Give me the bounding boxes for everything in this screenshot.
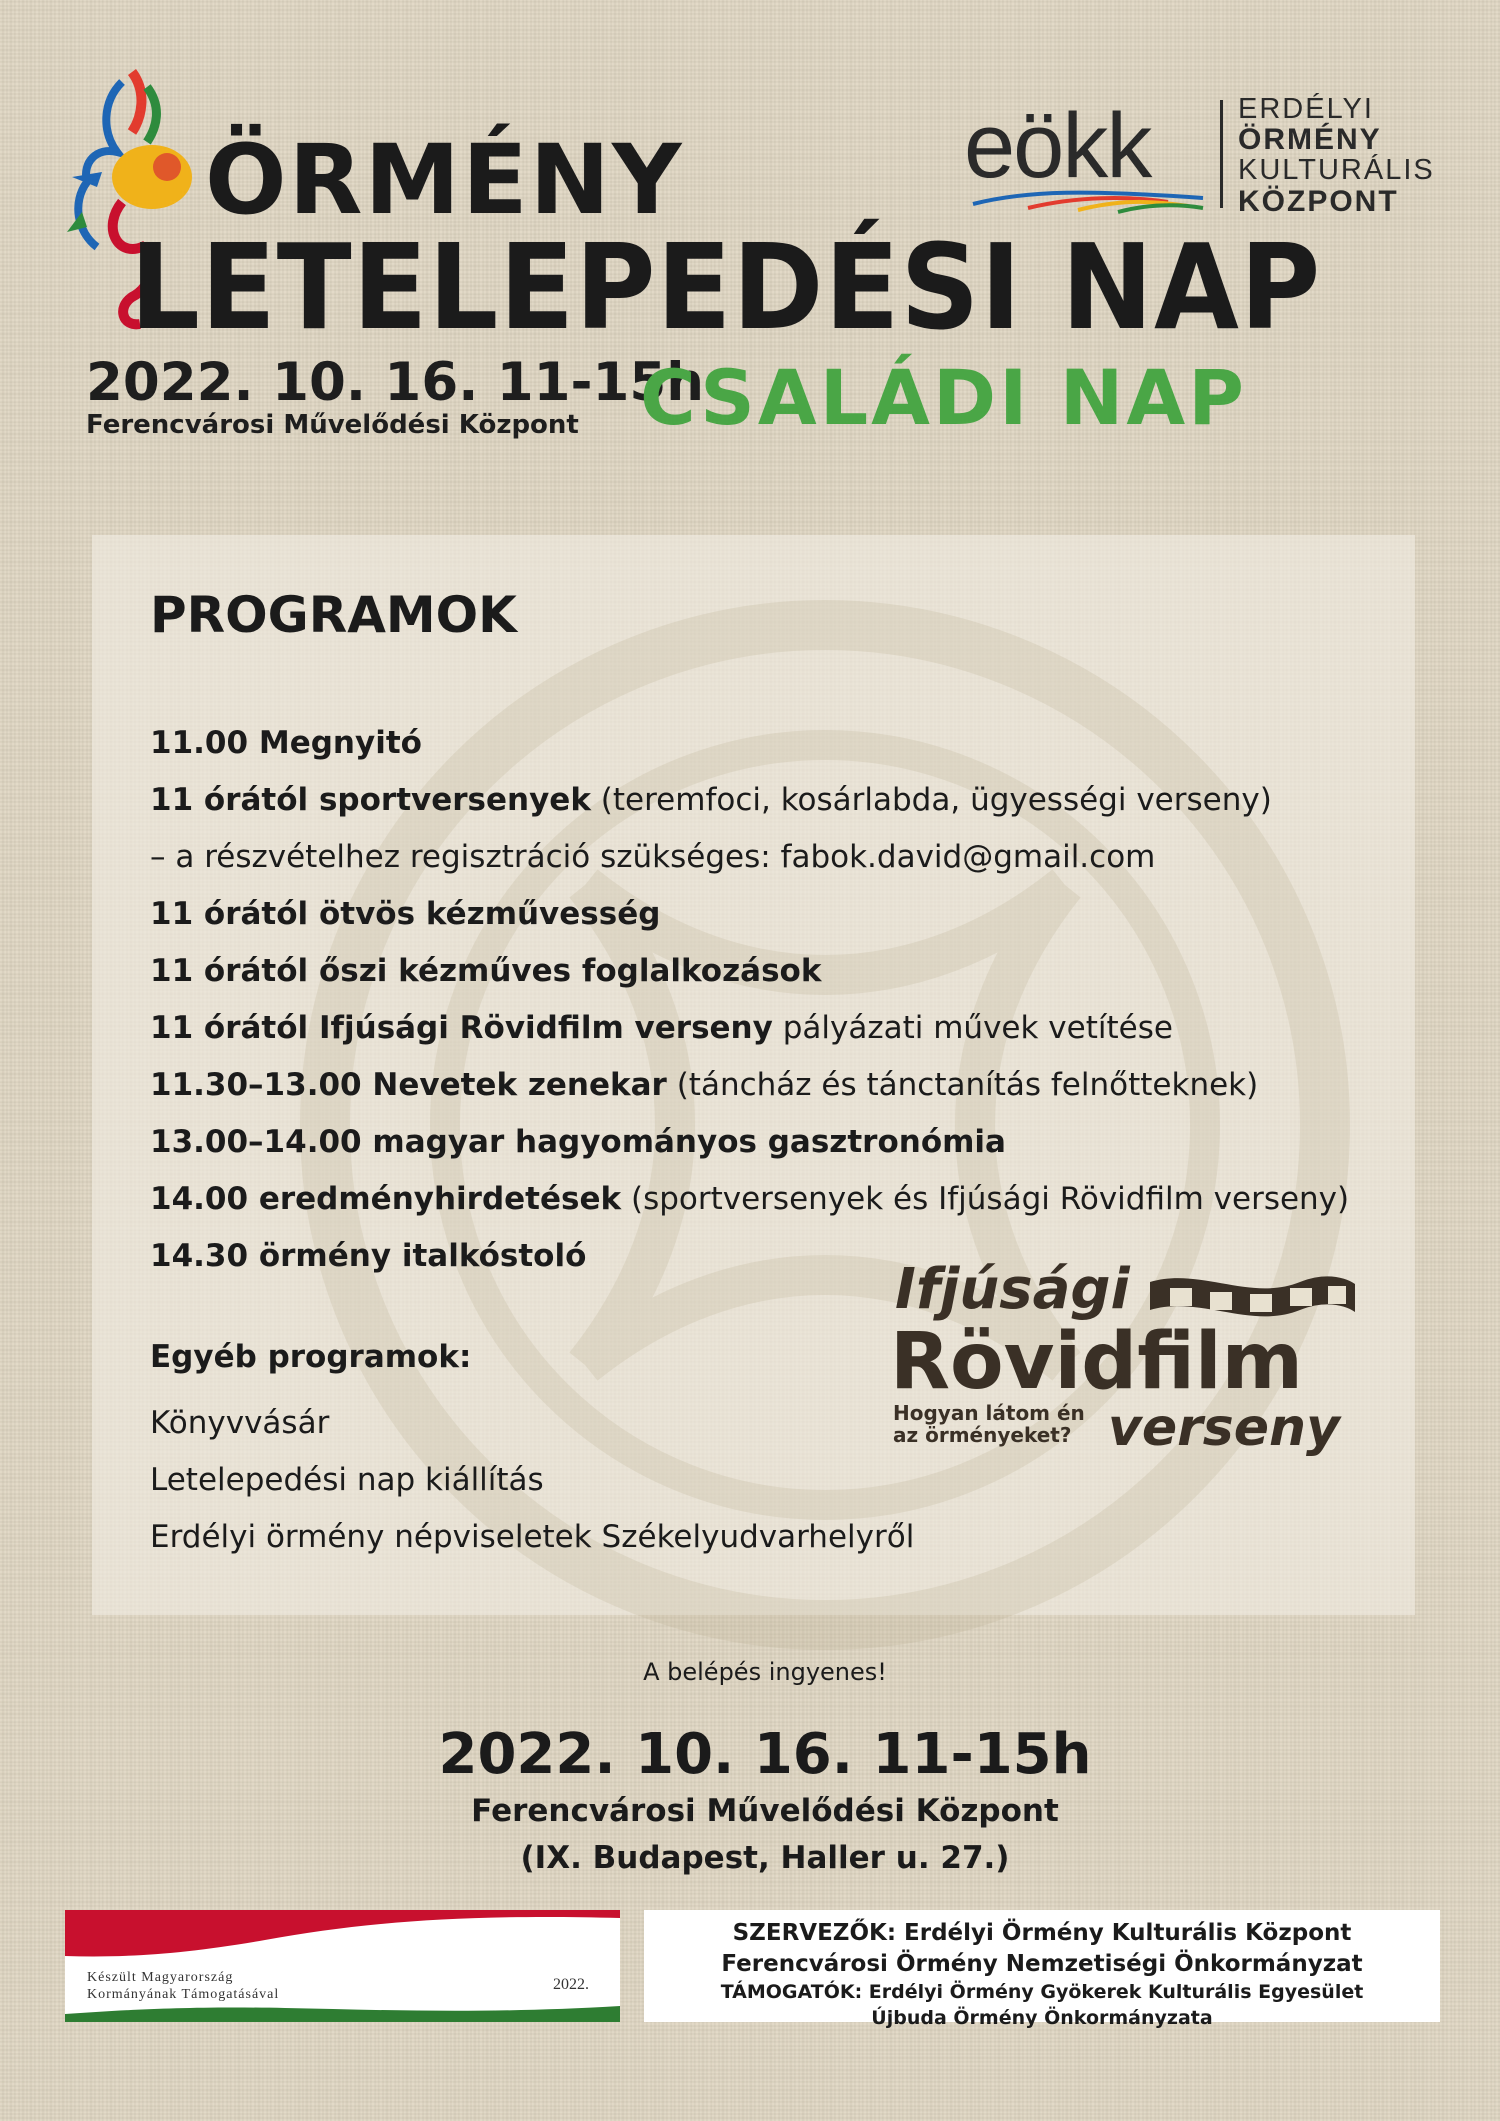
program-item: 11.00 Megnyitó <box>150 725 422 761</box>
footer-venue: Ferencvárosi Művelődési Központ <box>471 1793 1059 1829</box>
organizers-line: SZERVEZŐK: Erdélyi Örmény Kulturális Központ <box>732 1920 1352 1946</box>
title-line-1: ÖRMÉNY <box>205 124 684 236</box>
organizers-line: Ferencvárosi Örmény Nemzetiségi Önkormányzat <box>721 1951 1363 1978</box>
program-item: 14.00 eredményhirdetések (sportversenyek és Ifjúsági Rövidfilm verseny) <box>150 1181 1350 1217</box>
program-item: 11 órától Ifjúsági Rövidfilm verseny pályázati művek vetítése <box>150 1010 1173 1046</box>
gov-year: 2022. <box>553 1976 589 1993</box>
program-list <box>150 715 1380 1285</box>
header-venue: Ferencvárosi Művelődési Központ <box>86 410 579 440</box>
film-logo-line-2: Rövidfilm <box>890 1317 1303 1407</box>
eokk-logo-mark: eökk <box>964 95 1151 197</box>
government-support-banner <box>65 1910 620 2022</box>
logo-line: ERDÉLYI <box>1238 93 1374 125</box>
program-item: 11 órától őszi kézműves foglalkozások <box>150 953 822 989</box>
logo-swoosh-icon <box>968 186 1208 214</box>
program-item: 14.30 örmény italkóstoló <box>150 1238 587 1274</box>
supporters-line: Újbuda Örmény Önkormányzata <box>871 2006 1213 2029</box>
other-programs-heading: Egyéb programok: <box>150 1339 472 1375</box>
film-logo-line-1: Ifjúsági <box>895 1257 1130 1322</box>
logo-line: KÖZPONT <box>1238 184 1399 218</box>
family-day-subtitle: CSALÁDI NAP <box>640 353 1247 442</box>
other-program-item: Erdélyi örmény népviseletek Székelyudvarhelyről <box>150 1519 915 1555</box>
logo-divider <box>1220 100 1223 208</box>
programs-heading: PROGRAMOK <box>150 586 517 644</box>
logo-line: ÖRMÉNY <box>1238 123 1382 157</box>
other-programs-list <box>150 1395 914 1566</box>
logo-line: KULTURÁLIS <box>1238 154 1435 187</box>
organizers-box <box>644 1910 1440 2029</box>
free-entry-note: A belépés ingyenes! <box>643 1658 887 1686</box>
film-logo-line-3: verseny <box>1108 1398 1340 1458</box>
footer-address: (IX. Budapest, Haller u. 27.) <box>520 1840 1010 1876</box>
flag-ribbon-icon <box>65 1910 620 2022</box>
program-item: 13.00–14.00 magyar hagyományos gasztronómia <box>150 1124 1006 1160</box>
gov-support-text: Készült Magyarország Kormányának Támogatásával <box>87 1970 280 2002</box>
program-item: 11.30–13.00 Nevetek zenekar (táncház és tánctanítás felnőtteknek) <box>150 1067 1259 1103</box>
program-item: 11 órától sportversenyek (teremfoci, kosárlabda, ügyességi verseny) <box>150 782 1272 818</box>
program-item: 11 órától ötvös kézművesség <box>150 896 661 932</box>
title-line-2: LETELEPEDÉSI NAP <box>130 218 1322 356</box>
header-date: 2022. 10. 16. 11-15h <box>86 352 705 413</box>
supporters-line: TÁMOGATÓK: Erdélyi Örmény Gyökerek Kulturális Egyesület <box>720 1981 1364 2004</box>
film-logo-tagline: Hogyan látom én az örményeket? <box>893 1401 1085 1448</box>
logo-text <box>1238 94 1435 217</box>
other-program-item: Könyvvásár <box>150 1405 330 1441</box>
footer-date: 2022. 10. 16. 11-15h <box>438 1722 1092 1787</box>
program-item: – a részvételhez regisztráció szükséges: fabok.david@gmail.com <box>150 839 1156 875</box>
other-program-item: Letelepedési nap kiállítás <box>150 1462 544 1498</box>
